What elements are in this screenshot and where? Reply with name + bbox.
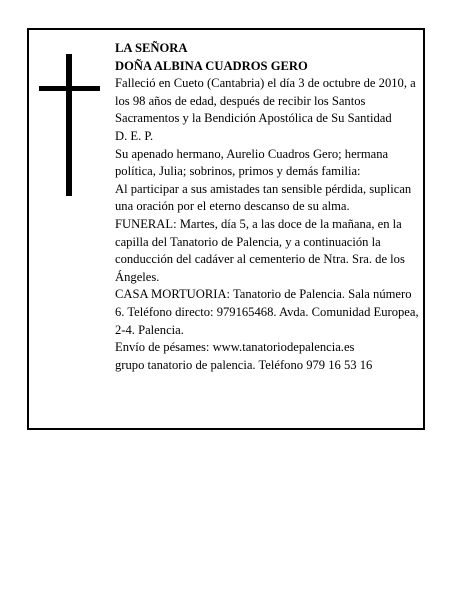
notice-title: LA SEÑORA [115, 41, 188, 55]
cross-horizontal-bar [39, 86, 100, 91]
obituary-text [115, 40, 421, 374]
deceased-name: DOÑA ALBINA CUADROS GERO [115, 58, 308, 73]
cross-vertical-bar [66, 54, 72, 196]
dep-text: D. E. P. [115, 128, 154, 143]
request-text: Al participar a sus amistades tan sensible pérdida, suplican una oración por el eterno descanso de su alma. [115, 181, 412, 214]
condolences-text: Envío de pésames: www.tanatoriodepalencia.es [115, 340, 355, 355]
casa-mortuoria-text: CASA MORTUORIA: Tanatorio de Palencia. Sala número 6. Teléfono directo: 979165468. Avda. Comunidad Europea, 2-4. Palencia. [115, 287, 419, 337]
death-info: Falleció en Cueto (Cantabria) el día 3 de octubre de 2010, a los 98 años de edad, después de recibir los Santos Sacramentos y la Bendición Apostólica de Su Santidad [115, 76, 416, 126]
family-text: Su apenado hermano, Aurelio Cuadros Gero; hermana política, Julia; sobrinos, primos y demás familia: [115, 146, 389, 179]
funeral-text: FUNERAL: Martes, día 5, a las doce de la mañana, en la capilla del Tanatorio de Palencia, y a continuación la conducción del cadáver al cementerio de Ntra. Sra. de los Ángeles. [115, 216, 405, 284]
obituary-notice [27, 28, 425, 430]
group-text: grupo tanatorio de palencia. Teléfono 979 16 53 16 [115, 357, 373, 372]
